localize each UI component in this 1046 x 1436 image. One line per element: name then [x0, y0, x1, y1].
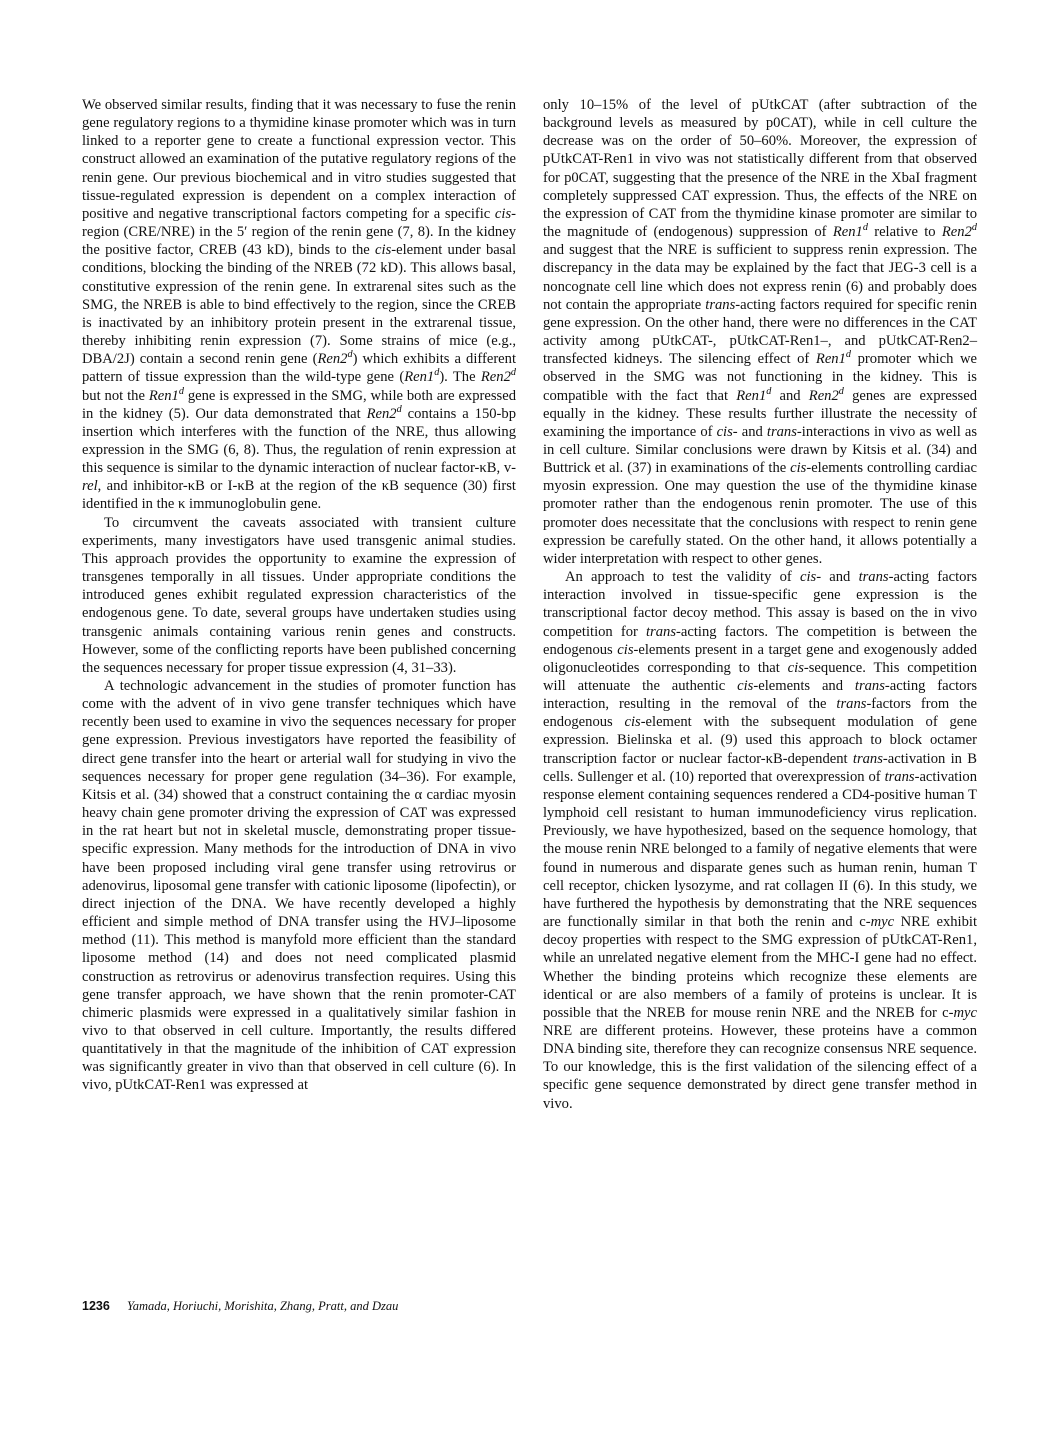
page-number: 1236: [82, 1299, 110, 1313]
running-authors: Yamada, Horiuchi, Morishita, Zhang, Pratt, and Dzau: [126, 1299, 399, 1313]
paragraph: To circumvent the caveats associated with transient culture experiments, many investigators have used transgenic animal studies. This approach provides the opportunity to examine the expression of transgenes temporally in all tissues. Under appropriate conditions the introduced genes exhibit regulated expression characteristics of the endogenous gene. To date, several groups have undertaken studies using transgenic animals containing various renin genes and constructs. However, some of the conflicting reports have been published concerning the sequences necessary for proper tissue expression (4, 31–33).: [82, 514, 516, 676]
right-column: [543, 96, 977, 1113]
left-column: [82, 96, 516, 1095]
paragraph: An approach to test the validity of cis- and trans-acting factors interaction involved in tissue-specific gene expression is the transcriptional factor decoy method. This assay is based on the in vivo competition for trans-acting factors. The competition is between the endogenous cis-elements present in a target gene and exogenously added oligonucleotides corresponding to that cis-sequence. This competition will attenuate the authentic cis-elements and trans-acting factors interaction, resulting in the removal of the trans-factors from the endogenous cis-element with the subsequent modulation of gene expression. Bielinska et al. (9) used this approach to block octamer transcription factor or nuclear factor-κB-dependent trans-activation in B cells. Sullenger et al. (10) reported that overexpression of trans-activation response element containing sequences rendered a CD4-positive human T lymphoid cell resistant to human immunodeficiency virus replication. Previously, we have hypothesized, based on the sequence homology, that the mouse renin NRE belonged to a family of negative elements that were found in numerous and disparate genes such as human renin, human T cell receptor, chicken lysozyme, and rat collagen II (6). In this study, we have furthered the hypothesis by demonstrating that the NRE sequences are functionally similar in that both the renin and c-myc NRE exhibit decoy properties with respect to the SMG expression of pUtkCAT-Ren1, while an unrelated negative element from the MHC-I gene had no effect. Whether the binding proteins which recognize these elements are identical or are also members of a family of proteins is unclear. It is possible that the NREB for mouse renin NRE and the NREB for c-myc NRE are different proteins. However, these proteins have a common DNA binding site, therefore they can recognize consensus NRE sequence. To our knowledge, this is the first validation of the silencing effect of a specific gene sequence demonstrated by direct gene transfer method in vivo.: [543, 569, 978, 1112]
paragraph: only 10–15% of the level of pUtkCAT (after subtraction of the background levels as measured by p0CAT), while in cell culture the decrease was on the order of 50–60%. Moreover, the expression of pUtkCAT-Ren1 in vivo was not statistically different from that observed for p0CAT, suggesting that the presence of the NRE in the XbaI fragment completely suppressed CAT expression. Thus, the effects of the NRE on the expression of CAT from the thymidine kinase promoter are similar to the magnitude of (endogenous) suppression of Ren1$^d$ relative to Ren2$^d$ and suggest that the NRE is sufficient to suppress renin expression. The discrepancy in the data may be explained by the fact that JEG-3 cell is a noncognate cell line which does not express renin (6) and probably does not contain the appropriate trans-acting factors required for specific renin gene expression. On the other hand, there were no differences in the CAT activity among pUtkCAT-, pUtkCAT-Ren1–, and pUtkCAT-Ren2–transfected kidneys. The silencing effect of Ren1$^d$ promoter which we observed in the SMG was not functioning in the kidney. This is compatible with the fact that Ren1$^d$ and Ren2$^d$ genes are expressed equally in the kidney. These results further illustrate the necessity of examining the importance of cis- and trans-interactions in vivo as well as in cell culture. Similar conclusions were drawn by Kitsis et al. (34) and Buttrick et al. (37) in examinations of the cis-elements controlling cardiac myosin expression. One may question the use of the thymidine kinase promoter rather than the endogenous renin promoter. The use of this promoter does necessitate that the conclusions with respect to renin gene expression be carefully stated. On the other hand, it allows potentially a wider interpretation with respect to other genes.: [543, 97, 978, 567]
page-footer: [82, 1299, 398, 1314]
paragraph: A technologic advancement in the studies of promoter function has come with the advent of in vivo gene transfer techniques which have recently been used to examine in vivo the sequences necessary for proper gene expression. Previous investigators have reported the feasibility of direct gene transfer into the heart or arterial wall for studying in vivo the sequences necessary for proper gene regulation (34–36). For example, Kitsis et al. (34) showed that a construct containing the α cardiac myosin heavy chain gene promoter driving the expression of CAT was expressed in the rat heart but not in skeletal muscle, demonstrating proper tissue-specific expression. Many methods for the introduction of DNA in vivo have been proposed including viral gene transfer using retrovirus or adenovirus, liposomal gene transfer with cationic liposome (lipofectin), or direct injection of the DNA. We have recently developed a highly efficient and simple method of DNA transfer using the HVJ–liposome method (11). This method is manyfold more efficient than the standard liposome method (14) and does not need complicated plasmid construction as retrovirus or adenovirus transfection requires. Using this gene transfer approach, we have shown that the renin promoter-CAT chimeric plasmids were expressed in a qualitatively similar fashion in vivo to that observed in cell culture. Importantly, the results differed quantitatively in that the magnitude of the inhibition of CAT expression was significantly greater in vivo than that observed in cell culture (6). In vivo, pUtkCAT-Ren1 was expressed at: [82, 678, 516, 1094]
paragraph: We observed similar results, finding that it was necessary to fuse the renin gene regulatory regions to a thymidine kinase promoter which was in turn linked to a reporter gene to create a functional expression vector. This construct allowed an examination of the putative regulatory regions of the renin gene. Our previous biochemical and in vitro studies suggested that tissue-regulated expression is dependent on a complex interaction of positive and negative transcriptional factors competing for a specific cis-region (CRE/NRE) in the 5′ region of the renin gene (7, 8). In the kidney the positive factor, CREB (43 kD), binds to the cis-element under basal conditions, blocking the binding of the NREB (72 kD). This allows basal, constitutive expression of the renin gene. In extrarenal sites such as the SMG, the NREB is able to bind effectively to the region, since the CREB is inactivated by an inhibitory protein present in the extrarenal tissue, thereby inhibiting renin expression (7). Some strains of mice (e.g., DBA/2J) contain a second renin gene (Ren2$^d$) which exhibits a different pattern of tissue expression than the wild-type gene (Ren1$^d$). The Ren2$^d$ but not the Ren1$^d$ gene is expressed in the SMG, while both are expressed in the kidney (5). Our data demonstrated that Ren2$^d$ contains a 150-bp insertion which interferes with the function of the NRE, thus allowing expression in the SMG (6, 8). Thus, the regulation of renin expression at this sequence is similar to the dynamic interaction of nuclear factor-κB, v-rel, and inhibitor-κB or I-κB at the region of the κB sequence (30) first identified in the κ immunoglobulin gene.: [82, 97, 517, 513]
